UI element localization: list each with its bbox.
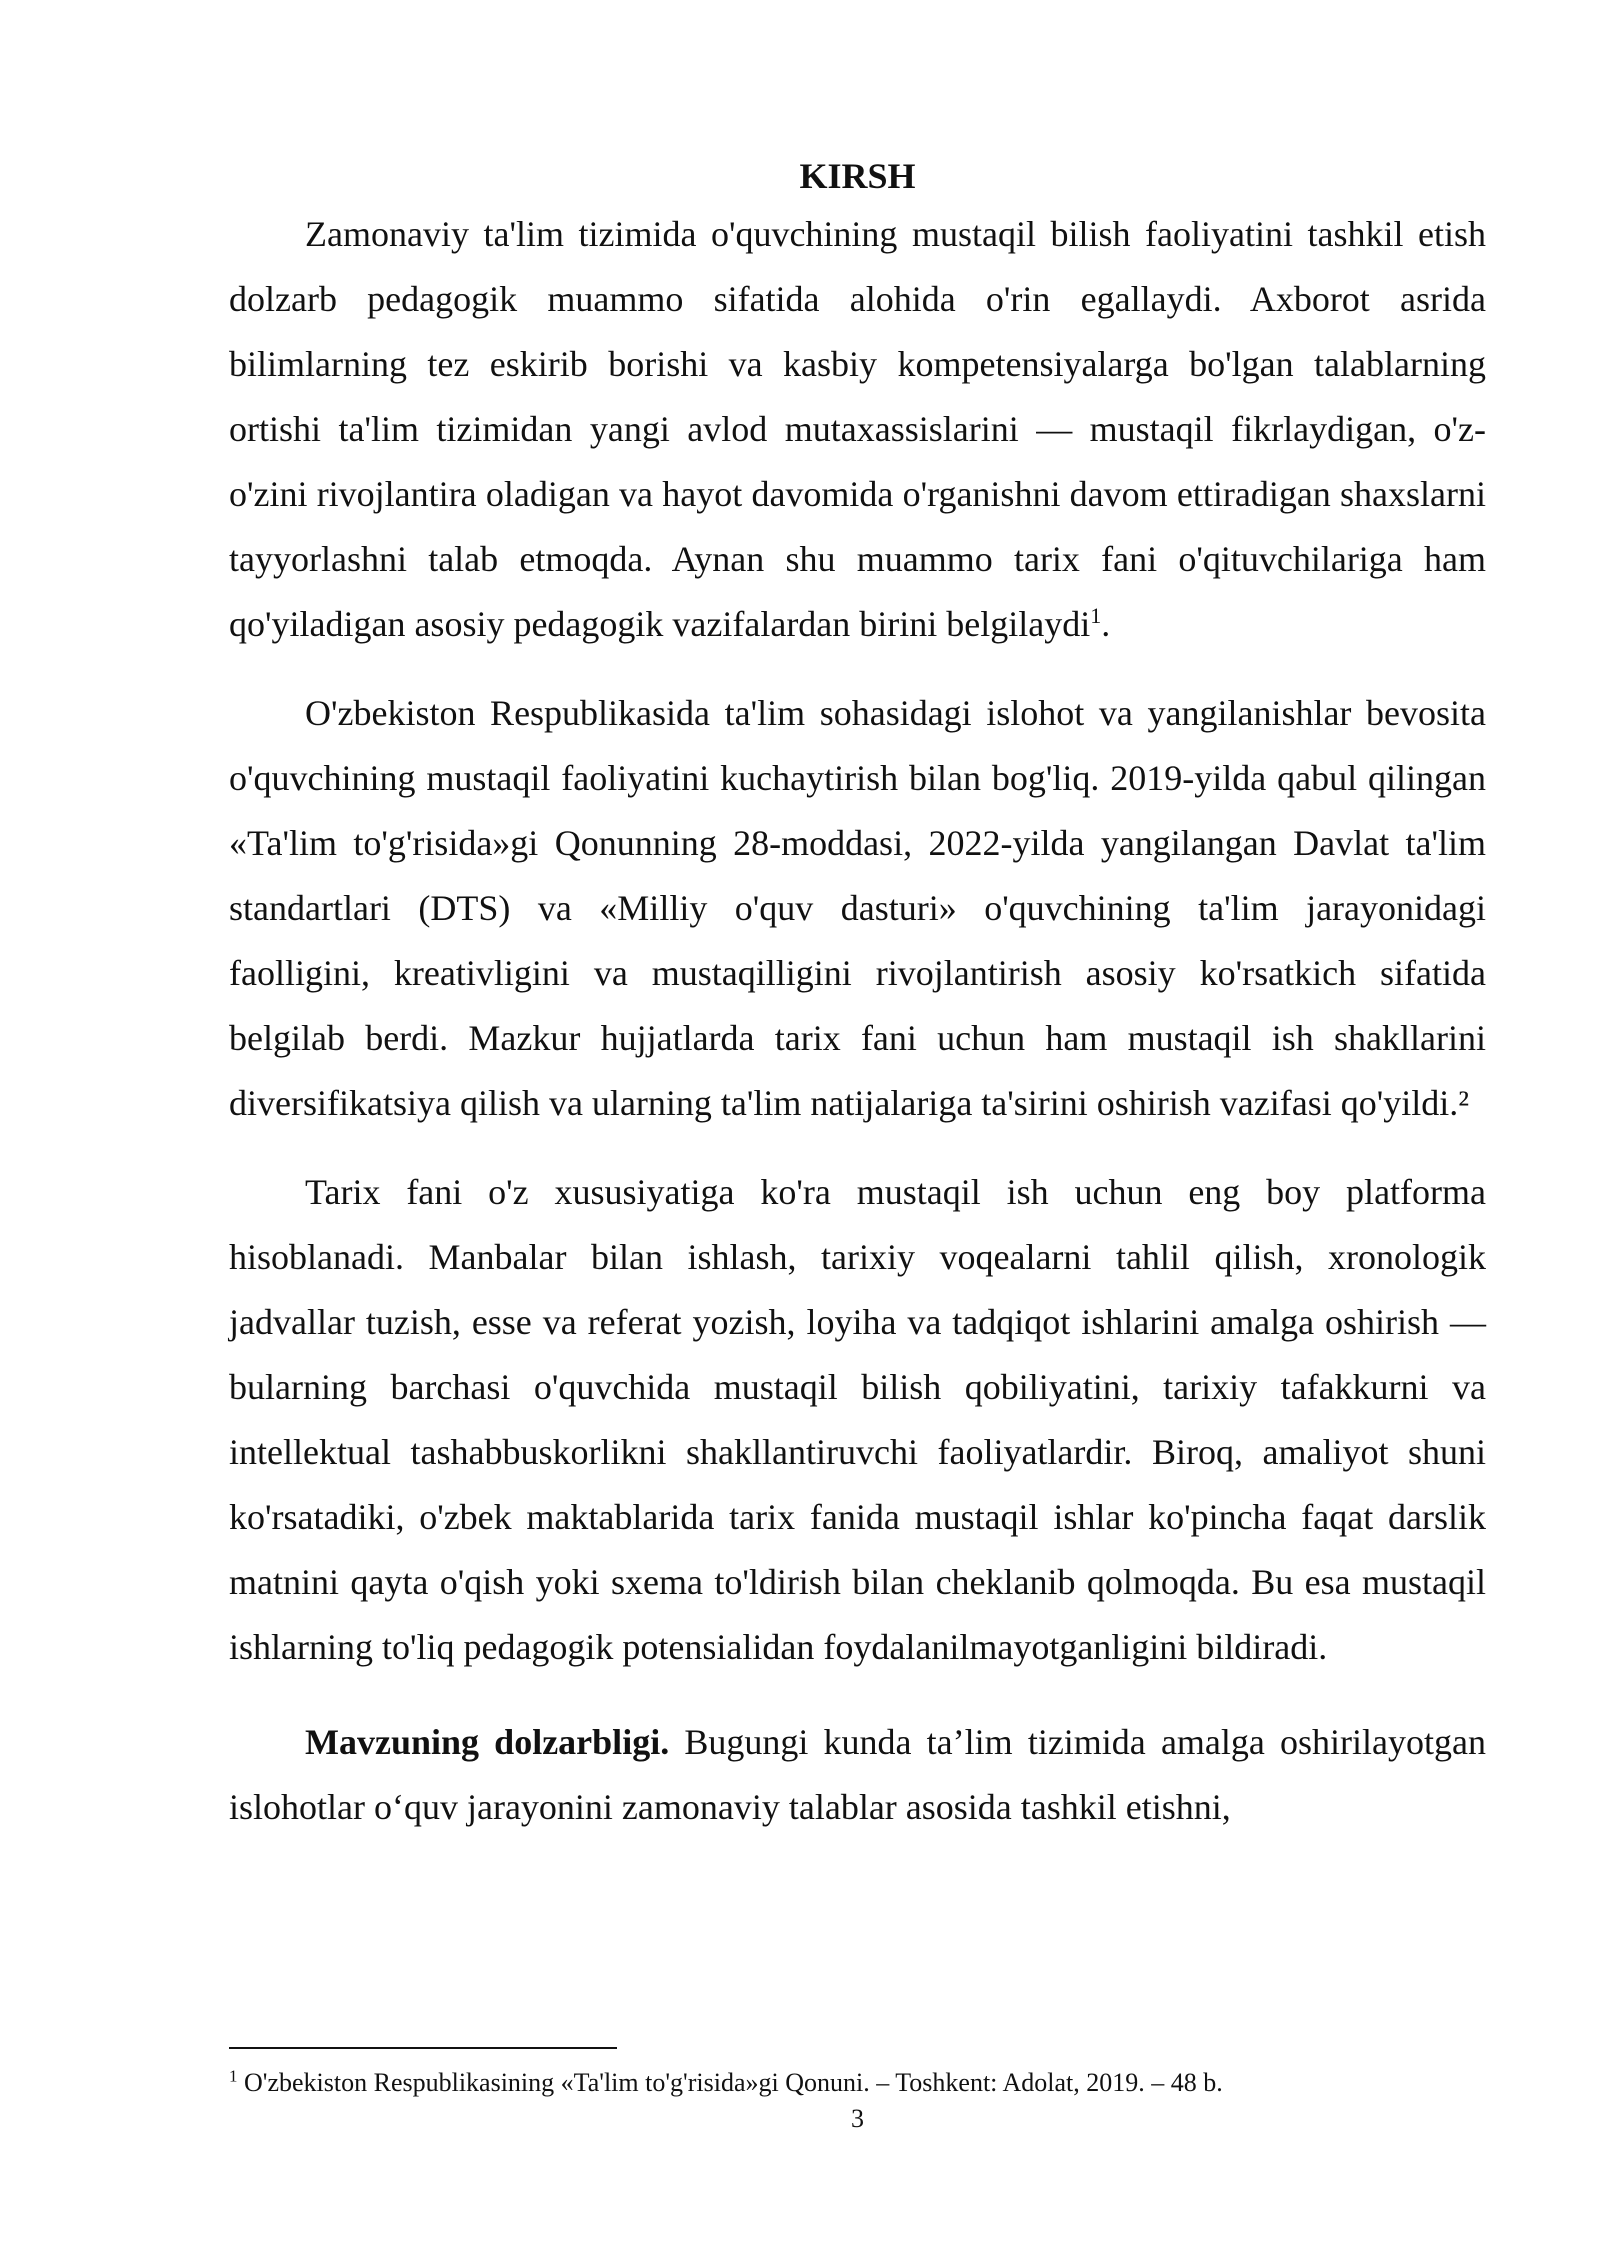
paragraph-relevance bbox=[229, 1710, 1486, 1840]
page-content bbox=[229, 150, 1486, 1840]
paragraph-legislation: O'zbekiston Respublikasida ta'lim sohasidagi islohot va yangilanishlar bevosita o'quvchining mustaqil faoliyatini kuchaytirish bilan bog'liq. 2019-yilda qabul qilingan «Ta'lim to'g'risida»gi Qonunning 28-moddasi, 2022-yilda yangilangan Davlat ta'lim standartlari (DTS) va «Milliy o'quv dasturi» o'quvchining ta'lim jarayonidagi faolligini, kreativligini va mustaqilligini rivojlantirish asosiy ko'rsatkich sifatida belgilab berdi. Mazkur hujjatlarda tarix fani uchun ham mustaqil ish shakllarini diversifikatsiya qilish va ularning ta'lim natijalariga ta'sirini oshirish vazifasi qo'yildi.² bbox=[229, 693, 1486, 1123]
footnote bbox=[229, 2066, 1486, 2100]
paragraph-intro bbox=[229, 202, 1486, 657]
footnote-separator bbox=[229, 2047, 617, 2049]
footnote-marker: 1 bbox=[229, 2066, 238, 2086]
relevance-text: Bugungi kunda ta’lim tizimida amalga oshirilayotgan islohotlar o‘quv jarayonini zamonaviy talablar asosida tashkil etishni, bbox=[229, 1722, 1487, 1827]
page-heading: KIRSH bbox=[799, 156, 916, 196]
relevance-lead: Mavzuning dolzarbligi. bbox=[305, 1722, 670, 1762]
page-number: 3 bbox=[851, 2104, 864, 2133]
footnote-reference: 1 bbox=[1090, 603, 1102, 628]
footnote-text: O'zbekiston Respublikasining «Ta'lim to'g'risida»gi Qonuni. – Toshkent: Adolat, 2019. – 48 b. bbox=[237, 2068, 1223, 2097]
paragraph-intro-text: Zamonaviy ta'lim tizimida o'quvchining mustaqil bilish faoliyatini tashkil etish dolzarb pedagogik muammo sifatida alohida o'rin egallaydi. Axborot asrida bilimlarning tez eskirib borishi va kasbiy kompetensiyalarga bo'lgan talablarning ortishi ta'lim tizimidan yangi avlod mutaxassislarini — mustaqil fikrlaydigan, o'z-o'zini rivojlantira oladigan va hayot davomida o'rganishni davom ettiradigan shaxslarni tayyorlashni talab etmoqda. Aynan shu muammo tarix fani o'qituvchilariga ham qo'yiladigan asosiy pedagogik vazifalardan birini belgilaydi bbox=[229, 214, 1486, 644]
paragraph-history-subject: Tarix fani o'z xususiyatiga ko'ra mustaqil ish uchun eng boy platforma hisoblanadi. Manbalar bilan ishlash, tarixiy voqealarni tahlil qilish, xronologik jadvallar tuzish, esse va referat yozish, loyiha va tadqiqot ishlarini amalga oshirish — bularning barchasi o'quvchida mustaqil bilish qobiliyatini, tarixiy tafakkurni va intellektual tashabbuskorlikni shakllantiruvchi faoliyatlardir. Biroq, amaliyot shuni ko'rsatadiki, o'zbek maktablarida tarix fanida mustaqil ishlar ko'pincha faqat darslik matnini qayta o'qish yoki sxema to'ldirish bilan cheklanib qolmoqda. Bu esa mustaqil ishlarning to'liq pedagogik potensialidan foydalanilmayotganligini bildiradi. bbox=[229, 1172, 1486, 1667]
paragraph-intro-end: . bbox=[1101, 604, 1111, 644]
